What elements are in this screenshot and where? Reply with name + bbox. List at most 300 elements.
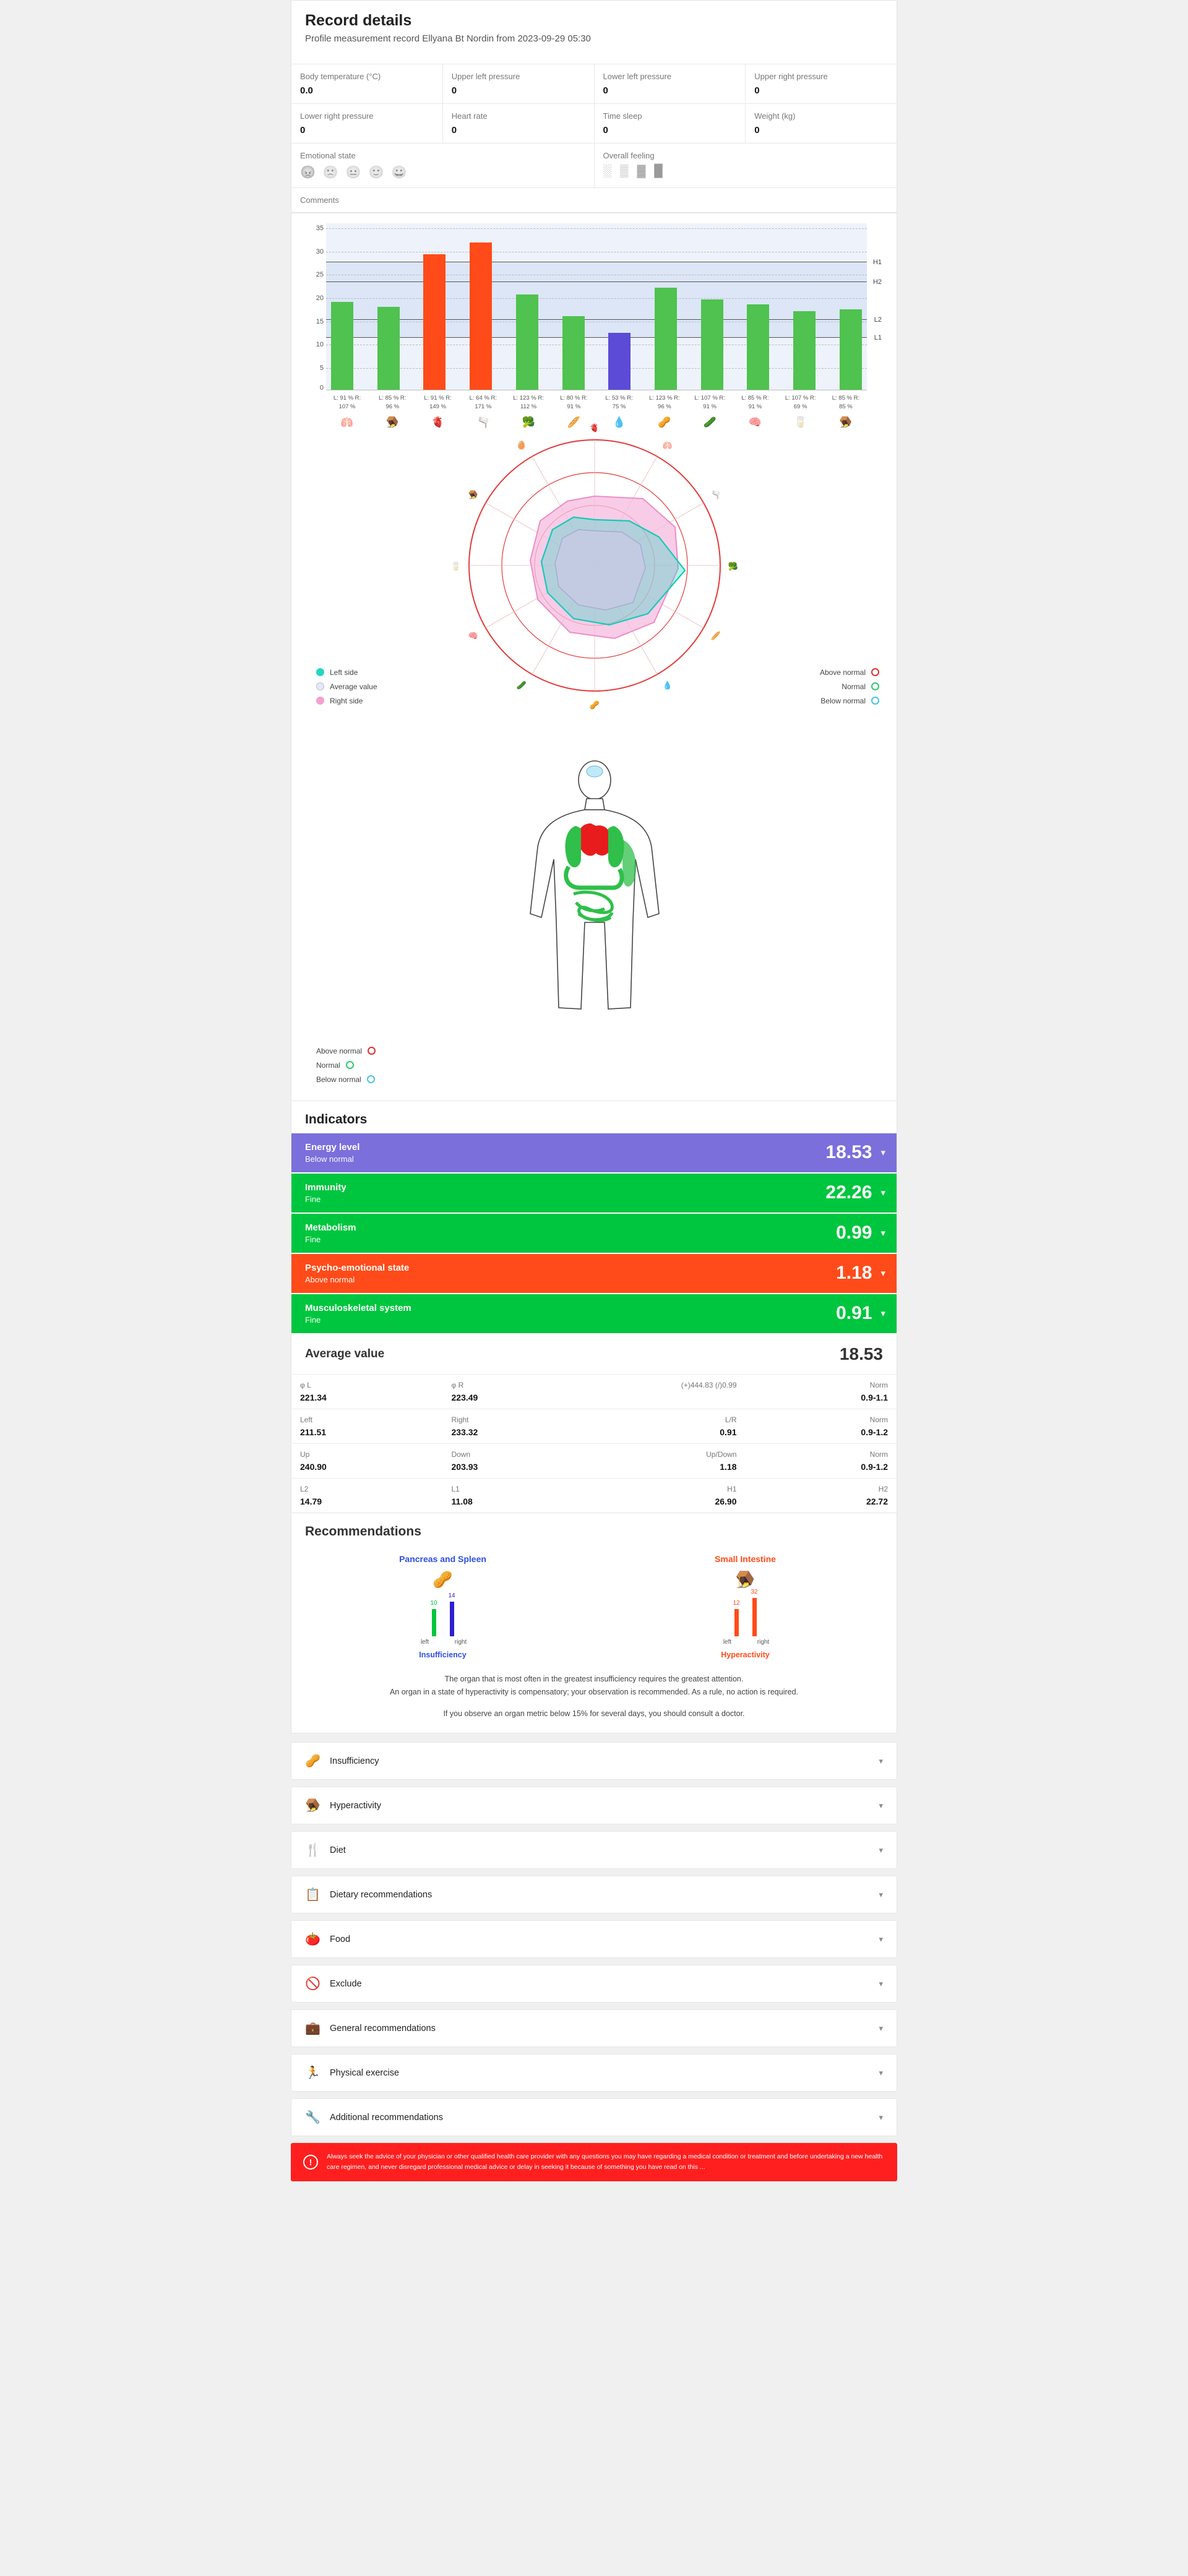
field-time-sleep [595,104,746,143]
field-upper-left-pressure [443,64,595,103]
exclude-icon: 🚫 [305,1977,321,1991]
accordion-left [305,1842,346,1858]
chevron-down-icon[interactable]: ▾ [880,1268,885,1279]
accordion-general-recommendations[interactable] [291,2009,897,2047]
indicator-right [825,1182,885,1203]
stat-h2 [746,1479,897,1513]
y-tick: 5 [319,364,324,372]
svg-text:🥜: 🥜 [589,700,600,710]
disclaimer-text: Always seek the advice of your physician or other qualified health care provider with any questions you may have regarding a medical condition or treatment and before undertaking a new health care regimen, and never disregard professional medical advice or delay in seeking it because of something you have read on this ... [327,2153,883,2171]
stat-phi-left [291,1375,443,1409]
svg-text:🥒: 🥒 [516,680,527,690]
bar-11[interactable] [840,309,862,390]
legend-ring-normal [346,1061,354,1069]
x-tick-3: L: 64 % R: 171 % [469,395,497,410]
bar-8[interactable] [701,299,723,390]
accordion-label: Dietary recommendations [330,1889,433,1900]
chart-plot-area [316,223,882,392]
stat-down [443,1444,595,1478]
legend-item-below-normal [820,697,879,705]
organ-bar-chart [291,213,897,432]
field-label: Upper left pressure [451,72,520,81]
accordion-hyperactivity[interactable] [291,1787,897,1824]
record-subtitle: Profile measurement record Ellyana Bt Nordin from 2023-09-29 05:30 [305,33,591,44]
reference-label-l1: L1 [874,333,882,341]
stat-l2 [291,1479,443,1513]
y-tick: 20 [316,294,324,303]
field-label: Body temperature (°C) [300,72,381,81]
x-tick-8: L: 107 % R: 91 % [694,395,725,410]
indicator-text [305,1142,359,1164]
chevron-down-icon[interactable]: ▾ [879,1934,883,1944]
chart-y-axis [306,223,325,390]
legend-label: Right side [330,696,363,705]
bar-1[interactable] [377,307,400,390]
legend-label: Below normal [316,1075,361,1084]
indicator-value: 1.18 [836,1263,872,1284]
legend-item-above-normal [316,1047,376,1055]
x-tick-1: L: 85 % R: 96 % [379,395,407,410]
svg-text:🫁: 🫁 [662,440,673,450]
recommendation-small-intestine [594,1549,897,1662]
field-label: Weight (kg) [754,111,796,121]
emoji-neutral-icon[interactable]: 😐 [345,166,361,179]
field-weight [746,104,897,143]
emotional-state-options[interactable] [300,165,585,180]
legend-label: Normal [316,1060,340,1070]
indicator-name: Immunity [305,1182,346,1193]
accordion-label: Hyperactivity [330,1800,381,1811]
accordion-left [305,1753,379,1769]
bar-0[interactable] [331,302,353,390]
legend-ring-above [368,1047,376,1055]
legend-label: Below normal [820,696,866,705]
chevron-down-icon[interactable]: ▾ [879,2067,883,2077]
emoji-sad-icon[interactable]: 🙁 [322,166,338,179]
radar-chart [291,423,897,754]
indicator-state: Fine [305,1315,321,1324]
legend-ring-above [871,668,879,676]
field-value: 0 [603,125,608,135]
svg-text:🥚: 🥚 [516,440,527,450]
accordion-physical-exercise[interactable] [291,2054,897,2092]
spleen-icon[interactable]: 🥛 [794,416,807,428]
radar-svg [291,423,898,717]
y-tick: 15 [316,317,324,325]
minibar-left [733,1599,740,1636]
battery-1-icon[interactable]: ░ [603,165,611,178]
field-value: 0 [300,125,306,135]
bar-4[interactable] [516,294,538,390]
x-tick-9: L: 85 % R: 91 % [741,395,769,410]
general-icon: 💼 [305,2022,321,2036]
svg-text:🫗: 🫗 [710,489,721,499]
field-value: 0 [754,125,760,135]
legend-ring-normal [871,682,879,690]
stat-key: Norm [869,1380,888,1389]
stat-norm-3 [746,1444,897,1478]
field-value: 0 [754,85,760,96]
legend-ring-below [871,697,879,705]
chevron-down-icon[interactable]: ▾ [879,1889,883,1899]
svg-text:💧: 💧 [662,680,673,690]
stat-norm-1 [746,1375,897,1409]
stat-row-thresholds [291,1479,897,1513]
stat-phi-right [443,1375,595,1409]
indicator-state: Fine [305,1194,321,1204]
field-value: 0.0 [300,85,313,96]
stat-key: Left [300,1415,313,1424]
svg-text:🥛: 🥛 [450,561,462,571]
intestine-icon: 🪤 [305,1799,321,1813]
indicator-text [305,1263,409,1284]
clipboard-icon: 📋 [305,1888,321,1902]
exclamation-icon: ! [303,2155,318,2170]
stat-h1 [594,1479,746,1513]
legend-item-below-normal [316,1075,376,1084]
average-label: Average value [305,1347,385,1360]
x-tick-4: L: 123 % R: 112 % [513,395,544,410]
stat-row-phi [291,1375,897,1409]
small-intestine-icon: 🪤 [735,1569,755,1589]
accordion-label: Insufficiency [330,1756,379,1766]
field-value: 0 [451,85,457,96]
y-tick: 0 [319,384,324,392]
indicators-title: Indicators [305,1112,368,1127]
average-value: 18.53 [839,1344,883,1363]
bar-3[interactable] [470,243,492,390]
indicator-text [305,1222,356,1244]
accordion-food[interactable] [291,1920,897,1958]
indicator-name: Musculoskeletal system [305,1302,411,1313]
bar-2[interactable] [423,254,446,390]
stat-value: 223.49 [451,1392,478,1402]
organ-status: Insufficiency [419,1650,467,1659]
field-body-temperature [291,64,443,103]
recommendations-card [291,1513,897,1734]
intestine-icon[interactable]: 🪤 [839,416,853,428]
minibar-value: 12 [733,1599,740,1607]
stat-updown-ratio [594,1444,746,1478]
recommendations-title: Recommendations [305,1524,421,1539]
stat-lr-ratio [594,1409,746,1443]
record-field-row [291,64,897,103]
field-lower-left-pressure [595,64,746,103]
indicator-state: Fine [305,1234,321,1244]
indicator-value: 0.99 [836,1222,872,1243]
indicator-value: 0.91 [836,1303,872,1324]
indicator-right [836,1222,885,1243]
field-upper-right-pressure [746,64,897,103]
stat-key: H2 [878,1484,888,1493]
accordion-left [305,2020,436,2036]
legend-swatch-average [316,682,324,690]
minibar-value: 32 [751,1588,758,1595]
accordion-left [305,1976,362,1991]
heart-icon[interactable]: 🫀 [431,416,445,428]
stat-up [291,1444,443,1478]
field-label: Lower left pressure [603,72,672,81]
accordion-left [305,1887,432,1902]
legend-item-left-side [316,668,377,677]
field-label: Upper right pressure [754,72,828,81]
stat-l1 [443,1479,595,1513]
stat-value: 203.93 [451,1461,478,1472]
body-silhouette [530,761,659,1009]
x-tick-6: L: 53 % R: 75 % [605,395,633,410]
chevron-down-icon[interactable]: ▾ [880,1308,885,1320]
emoji-angry-icon[interactable]: 😡 [300,166,316,179]
emotional-state-group [291,144,595,187]
stat-key: Right [451,1415,469,1424]
exercise-icon: 🏃 [305,2066,321,2080]
minibar-label-right: right [454,1638,467,1646]
stat-value: 1.18 [720,1461,737,1472]
bar-6[interactable] [608,333,631,390]
minibar-label-left: left [420,1638,429,1646]
emotional-state-label: Emotional state [300,151,356,160]
accordion-left [305,2110,443,2125]
accordion-label: Food [330,1934,351,1944]
stat-value: 221.34 [300,1392,327,1402]
chevron-down-icon[interactable]: ▾ [879,1978,883,1988]
bar-7[interactable] [655,288,677,390]
note-line-2: An organ in a state of hyperactivity is compensatory; your observation is recommended. As a rule, no action is required. [389,1688,799,1697]
stat-value: 14.79 [300,1496,322,1506]
indicator-right [825,1142,885,1163]
kidney-icon[interactable]: 🥖 [567,416,580,428]
note-line-3: If you observe an organ metric below 15% for several days, you should consult a doctor. [443,1709,745,1719]
minibar-left [430,1599,437,1636]
stat-sum-ratio [594,1375,746,1409]
accordion-diet[interactable] [291,1831,897,1869]
indicator-name: Metabolism [305,1222,356,1233]
legend-item-normal [820,682,879,691]
indicator-energy-level[interactable] [291,1133,897,1172]
x-tick-7: L: 123 % R: 96 % [649,395,680,410]
chart-x-axis-labels [326,390,867,411]
indicators-card [291,1101,897,1513]
chevron-down-icon[interactable]: ▾ [880,1148,885,1159]
legend-label: Above normal [819,668,866,677]
gallbladder-icon[interactable]: 🥒 [703,416,717,428]
record-field-row [291,103,897,143]
bladder-icon[interactable]: 💧 [613,416,626,428]
accordion-label: Physical exercise [330,2067,400,2078]
colon-icon[interactable]: 🪤 [385,416,399,428]
reference-label-h2: H2 [872,278,882,286]
x-tick-10: L: 107 % R: 69 % [785,395,816,410]
indicator-metabolism[interactable] [291,1214,897,1253]
field-value: 0 [451,125,457,135]
y-tick: 30 [316,247,324,255]
indicator-state: Above normal [305,1274,355,1284]
pancreas-icon: 🥜 [433,1569,453,1589]
recommendation-pancreas-spleen [291,1549,594,1662]
stat-key: L/R [725,1415,737,1424]
battery-4-icon[interactable]: █ [654,165,663,178]
indicator-name: Psycho-emotional state [305,1262,410,1273]
svg-text:🪤: 🪤 [468,489,479,499]
x-tick-11: L: 85 % R: 85 % [832,395,860,410]
record-mood-row [291,143,897,187]
recommendations-organs [291,1543,897,1662]
chevron-down-icon[interactable]: ▾ [879,1845,883,1855]
stat-value: 22.72 [866,1496,888,1506]
field-heart-rate [443,104,595,143]
indicator-value: 18.53 [825,1142,872,1163]
note-line-1: The organ that is most often in the greatest insufficiency requires the greatest attention. [444,1674,744,1683]
accordion-left [305,2065,399,2080]
chevron-down-icon[interactable]: ▾ [880,1228,885,1239]
stat-key: L2 [300,1484,309,1493]
battery-2-icon[interactable]: ▒ [619,165,629,178]
overall-feeling-label: Overall feeling [603,151,655,160]
accordion-insufficiency[interactable] [291,1742,897,1780]
indicator-musculoskeletal-system[interactable] [291,1294,897,1333]
accordion-additional-recommendations[interactable] [291,2098,897,2136]
stomach-icon[interactable]: 🫗 [476,416,490,428]
stat-value: 0.9-1.1 [861,1392,888,1402]
chart-bars [326,223,867,390]
overall-feeling-group [595,144,897,187]
svg-text:🫀: 🫀 [589,423,600,432]
nerve-icon[interactable]: 🧠 [748,416,762,428]
stat-value: 0.9-1.2 [861,1427,888,1437]
legend-swatch-left [316,668,324,676]
indicator-psycho-emotional-state[interactable] [291,1254,897,1293]
stat-key: φ L [300,1380,311,1389]
bar-10[interactable] [793,311,816,390]
accordion-exclude[interactable] [291,1965,897,2003]
organ-status: Hyperactivity [721,1650,770,1659]
stat-key: Down [451,1449,471,1459]
stat-value: 26.90 [715,1496,737,1506]
stat-value: 240.90 [300,1461,327,1472]
pancreas-icon[interactable]: 🥜 [658,416,671,428]
minibar-right [751,1588,758,1636]
stat-key: Up/Down [706,1449,737,1459]
chevron-down-icon[interactable]: ▾ [880,1188,885,1199]
accordion-label: General recommendations [330,2023,436,2033]
radar-legend-right [820,668,879,711]
stat-value: 211.51 [300,1427,327,1437]
legend-label: Left side [330,668,358,677]
indicator-value: 22.26 [825,1182,872,1203]
chevron-down-icon[interactable]: ▾ [879,2023,883,2033]
chart-card [291,213,897,1101]
indicator-right [836,1303,885,1324]
bar-9[interactable] [747,304,769,390]
field-lower-right-pressure [291,104,443,143]
stat-value: 11.08 [451,1496,473,1506]
organ-minibars [600,1588,890,1636]
record-card [291,0,897,213]
legend-label: Above normal [316,1046,363,1055]
average-value-header [291,1334,897,1375]
stat-value: 233.32 [451,1427,478,1437]
field-label: Heart rate [451,111,488,121]
lungs-icon[interactable]: 🫁 [340,416,354,428]
svg-text:🥖: 🥖 [710,630,721,640]
organ-title: Pancreas and Spleen [399,1553,486,1564]
emoji-smile-icon[interactable]: 🙂 [368,166,384,179]
indicator-right [836,1263,885,1284]
medical-disclaimer [291,2143,897,2181]
stat-key: (+)444.83 (/)0.99 [681,1380,737,1389]
reference-label-l2: L2 [874,316,882,324]
chevron-down-icon[interactable]: ▾ [879,1756,883,1766]
field-label: Lower right pressure [300,111,374,121]
accordion-left [305,1931,350,1947]
y-tick: 35 [316,225,324,233]
stat-row-left-right [291,1409,897,1444]
organ-minibar-labels [600,1639,890,1646]
minibar-value: 10 [430,1599,437,1607]
accordion-label: Additional recommendations [330,2112,443,2123]
radar-legend-left [316,668,377,711]
indicator-text [305,1182,346,1204]
svg-text:🧠: 🧠 [468,630,479,640]
overall-feeling-options[interactable] [603,165,889,178]
accordion-dietary-recommendations[interactable] [291,1876,897,1913]
bar-5[interactable] [562,316,585,390]
stat-norm-2 [746,1409,897,1443]
minibar-label-left: left [723,1638,732,1646]
stat-value: 0.9-1.2 [861,1461,888,1472]
stat-right [443,1409,595,1443]
legend-ring-below [367,1075,375,1083]
minibar-right [448,1592,455,1636]
stat-row-up-down [291,1444,897,1479]
minibar-label-right: right [757,1638,770,1646]
indicator-immunity[interactable] [291,1174,897,1213]
accordion-left [305,1798,381,1813]
legend-swatch-right [316,697,324,705]
stat-key: L1 [451,1484,460,1493]
x-tick-0: L: 91 % R: 107 % [333,395,361,410]
legend-item-average [316,682,377,691]
legend-label: Average value [330,682,377,691]
legend-item-normal [316,1061,376,1070]
legend-item-above-normal [820,668,879,677]
y-tick: 25 [316,271,324,279]
liver-icon[interactable]: 🥦 [522,416,535,428]
food-icon: 🍅 [305,1933,321,1947]
organ-title: Small Intestine [715,1553,776,1564]
legend-item-right-side [316,697,377,705]
chevron-down-icon[interactable]: ▾ [879,2112,883,2122]
cutlery-icon: 🍴 [305,1844,321,1858]
stat-key: Norm [869,1415,888,1424]
stat-key: Up [300,1449,310,1459]
comments-label: Comments [291,187,897,212]
emoji-happy-icon[interactable]: 😀 [391,166,407,179]
y-tick: 10 [316,341,324,349]
indicator-text [305,1303,411,1324]
x-tick-5: L: 80 % R: 91 % [560,395,588,410]
indicator-state: Below normal [305,1154,354,1164]
organ-minibars [298,1592,588,1636]
chevron-down-icon[interactable]: ▾ [879,1800,883,1810]
svg-text:🥦: 🥦 [728,561,739,571]
pancreas-icon: 🥜 [305,1754,321,1769]
stat-key: Norm [869,1449,888,1459]
indicator-name: Energy level [305,1141,360,1153]
organ-minibar-labels [298,1639,588,1646]
body-map [291,754,897,1101]
battery-3-icon[interactable]: ▓ [637,165,646,178]
